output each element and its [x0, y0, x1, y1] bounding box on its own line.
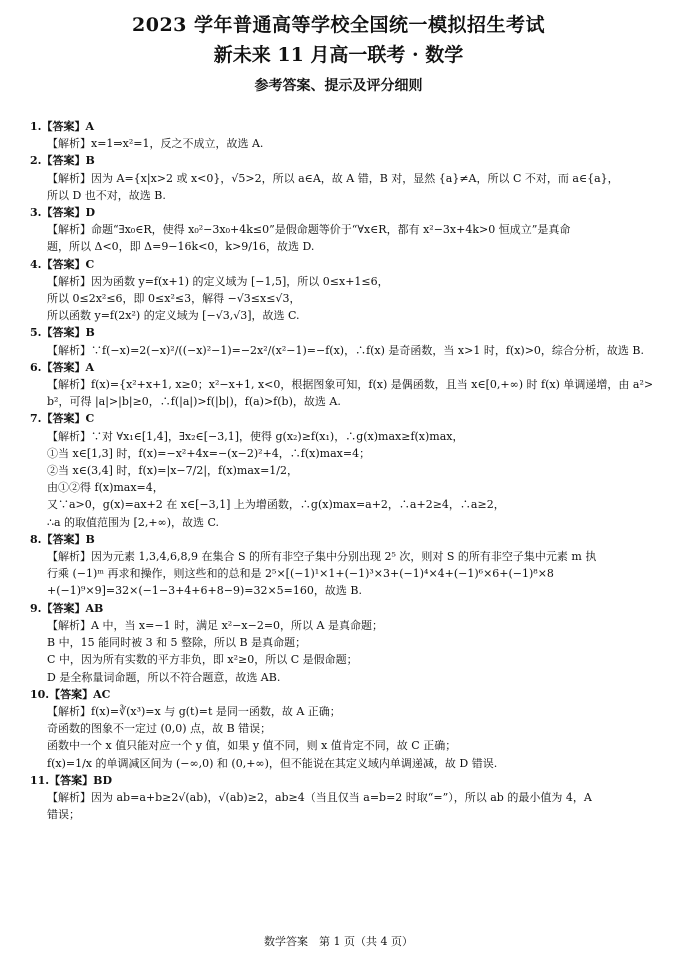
analysis-line: f(x)=1/x 的单调减区间为 (−∞,0) 和 (0,+∞)，但不能说在其定义域内单调递减，故 D 错误. — [47, 756, 498, 770]
answer-text: 【答案】AB — [41, 601, 104, 615]
question-number: 2. — [30, 154, 42, 168]
question-number: 4. — [30, 257, 42, 271]
question-block — [30, 324, 662, 358]
question-number: 11. — [30, 773, 50, 787]
analysis-line: ②当 x∈(3,4] 时，f(x)=|x−7/2|，f(x)max=1/2， — [47, 464, 298, 478]
answer-line — [30, 152, 662, 169]
analysis-line: 【解析】因为 ab=a+b≥2√(ab)，√(ab)≥2，ab≥4（当且仅当 a=b=2 时取“=”），所以 ab 的最小值为 4，A — [47, 790, 592, 804]
analysis-line: b²，可得 |a|>|b|≥0，∴f(|a|)>f(|b|)，f(a)>f(b)，故选 A. — [47, 395, 341, 409]
analysis-line: 【解析】命题“∃x₀∈R，使得 x₀²−3x₀+4k≤0”是假命题等价于“∀x∈R，都有 x²−3x+4k>0 恒成立”是真命 — [47, 223, 571, 237]
question-number: 5. — [30, 326, 42, 340]
analysis-line: 【解析】x=1⇒x²=1，反之不成立，故选 A. — [47, 137, 264, 151]
analysis-line: 【解析】∵对 ∀x₁∈[1,4]，∃x₂∈[−3,1]，使得 g(x₂)≥f(x₁)，∴g(x)max≥f(x)max， — [47, 429, 464, 443]
answer-text: 【答案】C — [41, 257, 95, 271]
answer-line — [30, 410, 662, 427]
question-number: 10. — [30, 687, 50, 701]
answer-text: 【答案】D — [41, 206, 96, 220]
answer-text: 【答案】A — [41, 120, 95, 133]
analysis-line: 【解析】A 中，当 x=−1 时，满足 x²−x−2=0，所以 A 是真命题； — [47, 618, 383, 632]
analysis-line: 所以 D 也不对，故选 B. — [47, 188, 166, 202]
question-number: 9. — [30, 601, 42, 615]
question-block — [30, 410, 662, 530]
answer-line — [30, 324, 662, 341]
analysis-line: 【解析】f(x)=∛(x³)=x 与 g(t)=t 是同一函数，故 A 正确； — [47, 704, 341, 718]
analysis-line: B 中，15 能同时被 3 和 5 整除，所以 B 是真命题； — [47, 636, 307, 650]
section-title: 参考答案、提示及评分细则 — [254, 78, 423, 94]
answer-text: 【答案】A — [41, 360, 95, 374]
question-block — [30, 686, 662, 772]
answer-text: 【答案】B — [41, 154, 95, 168]
answer-line — [30, 359, 662, 376]
analysis-line: 【解析】因为函数 y=f(x+1) 的定义域为 [−1,5]，所以 0≤x+1≤6， — [47, 274, 389, 288]
question-block — [30, 118, 662, 152]
analysis-line: 函数中一个 x 值只能对应一个 y 值，如果 y 值不同，则 x 值肯定不同，故 C 正确； — [47, 739, 457, 753]
question-number: 8. — [30, 532, 42, 546]
analysis-line: 由①②得 f(x)max=4， — [47, 481, 164, 495]
exam-title: 2023 学年普通高等学校全国统一模拟招生考试 — [132, 14, 545, 36]
analysis-line: ∴a 的取值范围为 [2,+∞)，故选 C. — [47, 515, 220, 529]
question-number: 7. — [30, 412, 42, 426]
answer-line — [30, 600, 662, 617]
question-number: 1. — [30, 120, 42, 133]
answer-text: 【答案】B — [41, 326, 95, 340]
answer-text: 【答案】AC — [49, 687, 111, 701]
analysis-line: 【解析】因为元素 1,3,4,6,8,9 在集合 S 的所有非空子集中分别出现 2⁵ 次，则对 S 的所有非空子集中元素 m 执 — [47, 550, 597, 564]
question-number: 3. — [30, 206, 42, 220]
answer-text: 【答案】C — [41, 412, 95, 426]
analysis-line: 所以 0≤2x²≤6，即 0≤x²≤3，解得 −√3≤x≤√3， — [47, 292, 301, 306]
analysis-line: 又∵a>0，g(x)=ax+2 在 x∈[−3,1] 上为增函数，∴g(x)max=a+2，∴a+2≥4，∴a≥2， — [47, 498, 505, 512]
answer-text: 【答案】B — [41, 532, 95, 546]
analysis-line: 行乘 (−1)ᵐ 再求和操作，则这些和的总和是 2⁵×[(−1)¹×1+(−1)³×3+(−1)⁴×4+(−1)⁶×6+(−1)⁸×8 — [47, 567, 554, 581]
analysis-line: ①当 x∈[1,3] 时，f(x)=−x²+4x=−(x−2)²+4，∴f(x)max=4； — [47, 446, 371, 460]
answer-line — [30, 531, 662, 548]
exam-subtitle: 新未来 11 月高一联考 · 数学 — [213, 44, 464, 66]
question-block — [30, 531, 662, 600]
answer-line — [30, 256, 662, 273]
answer-line — [30, 772, 662, 789]
analysis-line: C 中，因为所有实数的平方非负，即 x²≥0，所以 C 是假命题； — [47, 653, 358, 667]
question-block — [30, 772, 662, 824]
analysis-line: 错误； — [47, 808, 80, 822]
question-block — [30, 359, 662, 411]
answer-line — [30, 686, 662, 703]
analysis-line: 所以函数 y=f(2x²) 的定义域为 [−√3,√3]，故选 C. — [47, 309, 300, 323]
answer-line — [30, 204, 662, 221]
answers-body — [30, 118, 662, 823]
question-block — [30, 600, 662, 686]
answer-line — [30, 118, 662, 135]
page-footer: 数学答案 第 1 页（共 4 页） — [264, 935, 413, 948]
question-block — [30, 204, 662, 256]
analysis-line: +(−1)⁹×9]=32×(−1−3+4+6+8−9)=32×5=160，故选 B. — [47, 584, 362, 598]
question-block — [30, 152, 662, 204]
analysis-line: 奇函数的图象不一定过 (0,0) 点，故 B 错误； — [47, 722, 272, 736]
answer-text: 【答案】BD — [49, 773, 112, 787]
analysis-line: 题，所以 Δ<0，即 Δ=9−16k<0，k>9/16，故选 D. — [47, 240, 315, 254]
analysis-line: D 是全称量词命题，所以不符合题意，故选 AB. — [47, 670, 281, 684]
question-number: 6. — [30, 360, 42, 374]
analysis-line: 【解析】f(x)={x²+x+1, x≥0；x²−x+1, x<0，根据图象可知，f(x) 是偶函数，且当 x∈[0,+∞) 时 f(x) 单调递增，由 a²> — [47, 378, 654, 392]
question-block — [30, 256, 662, 325]
analysis-line: 【解析】∵f(−x)=2(−x)²/((−x)²−1)=−2x²/(x²−1)=−f(x)，∴f(x) 是奇函数，当 x>1 时，f(x)>0，综合分析，故选 B. — [47, 343, 644, 357]
analysis-line: 【解析】因为 A={x|x>2 或 x<0}，√5>2，所以 a∈A，故 A 错，B 对，显然 {a}≠A，所以 C 不对，而 a∈{a}， — [47, 171, 619, 185]
